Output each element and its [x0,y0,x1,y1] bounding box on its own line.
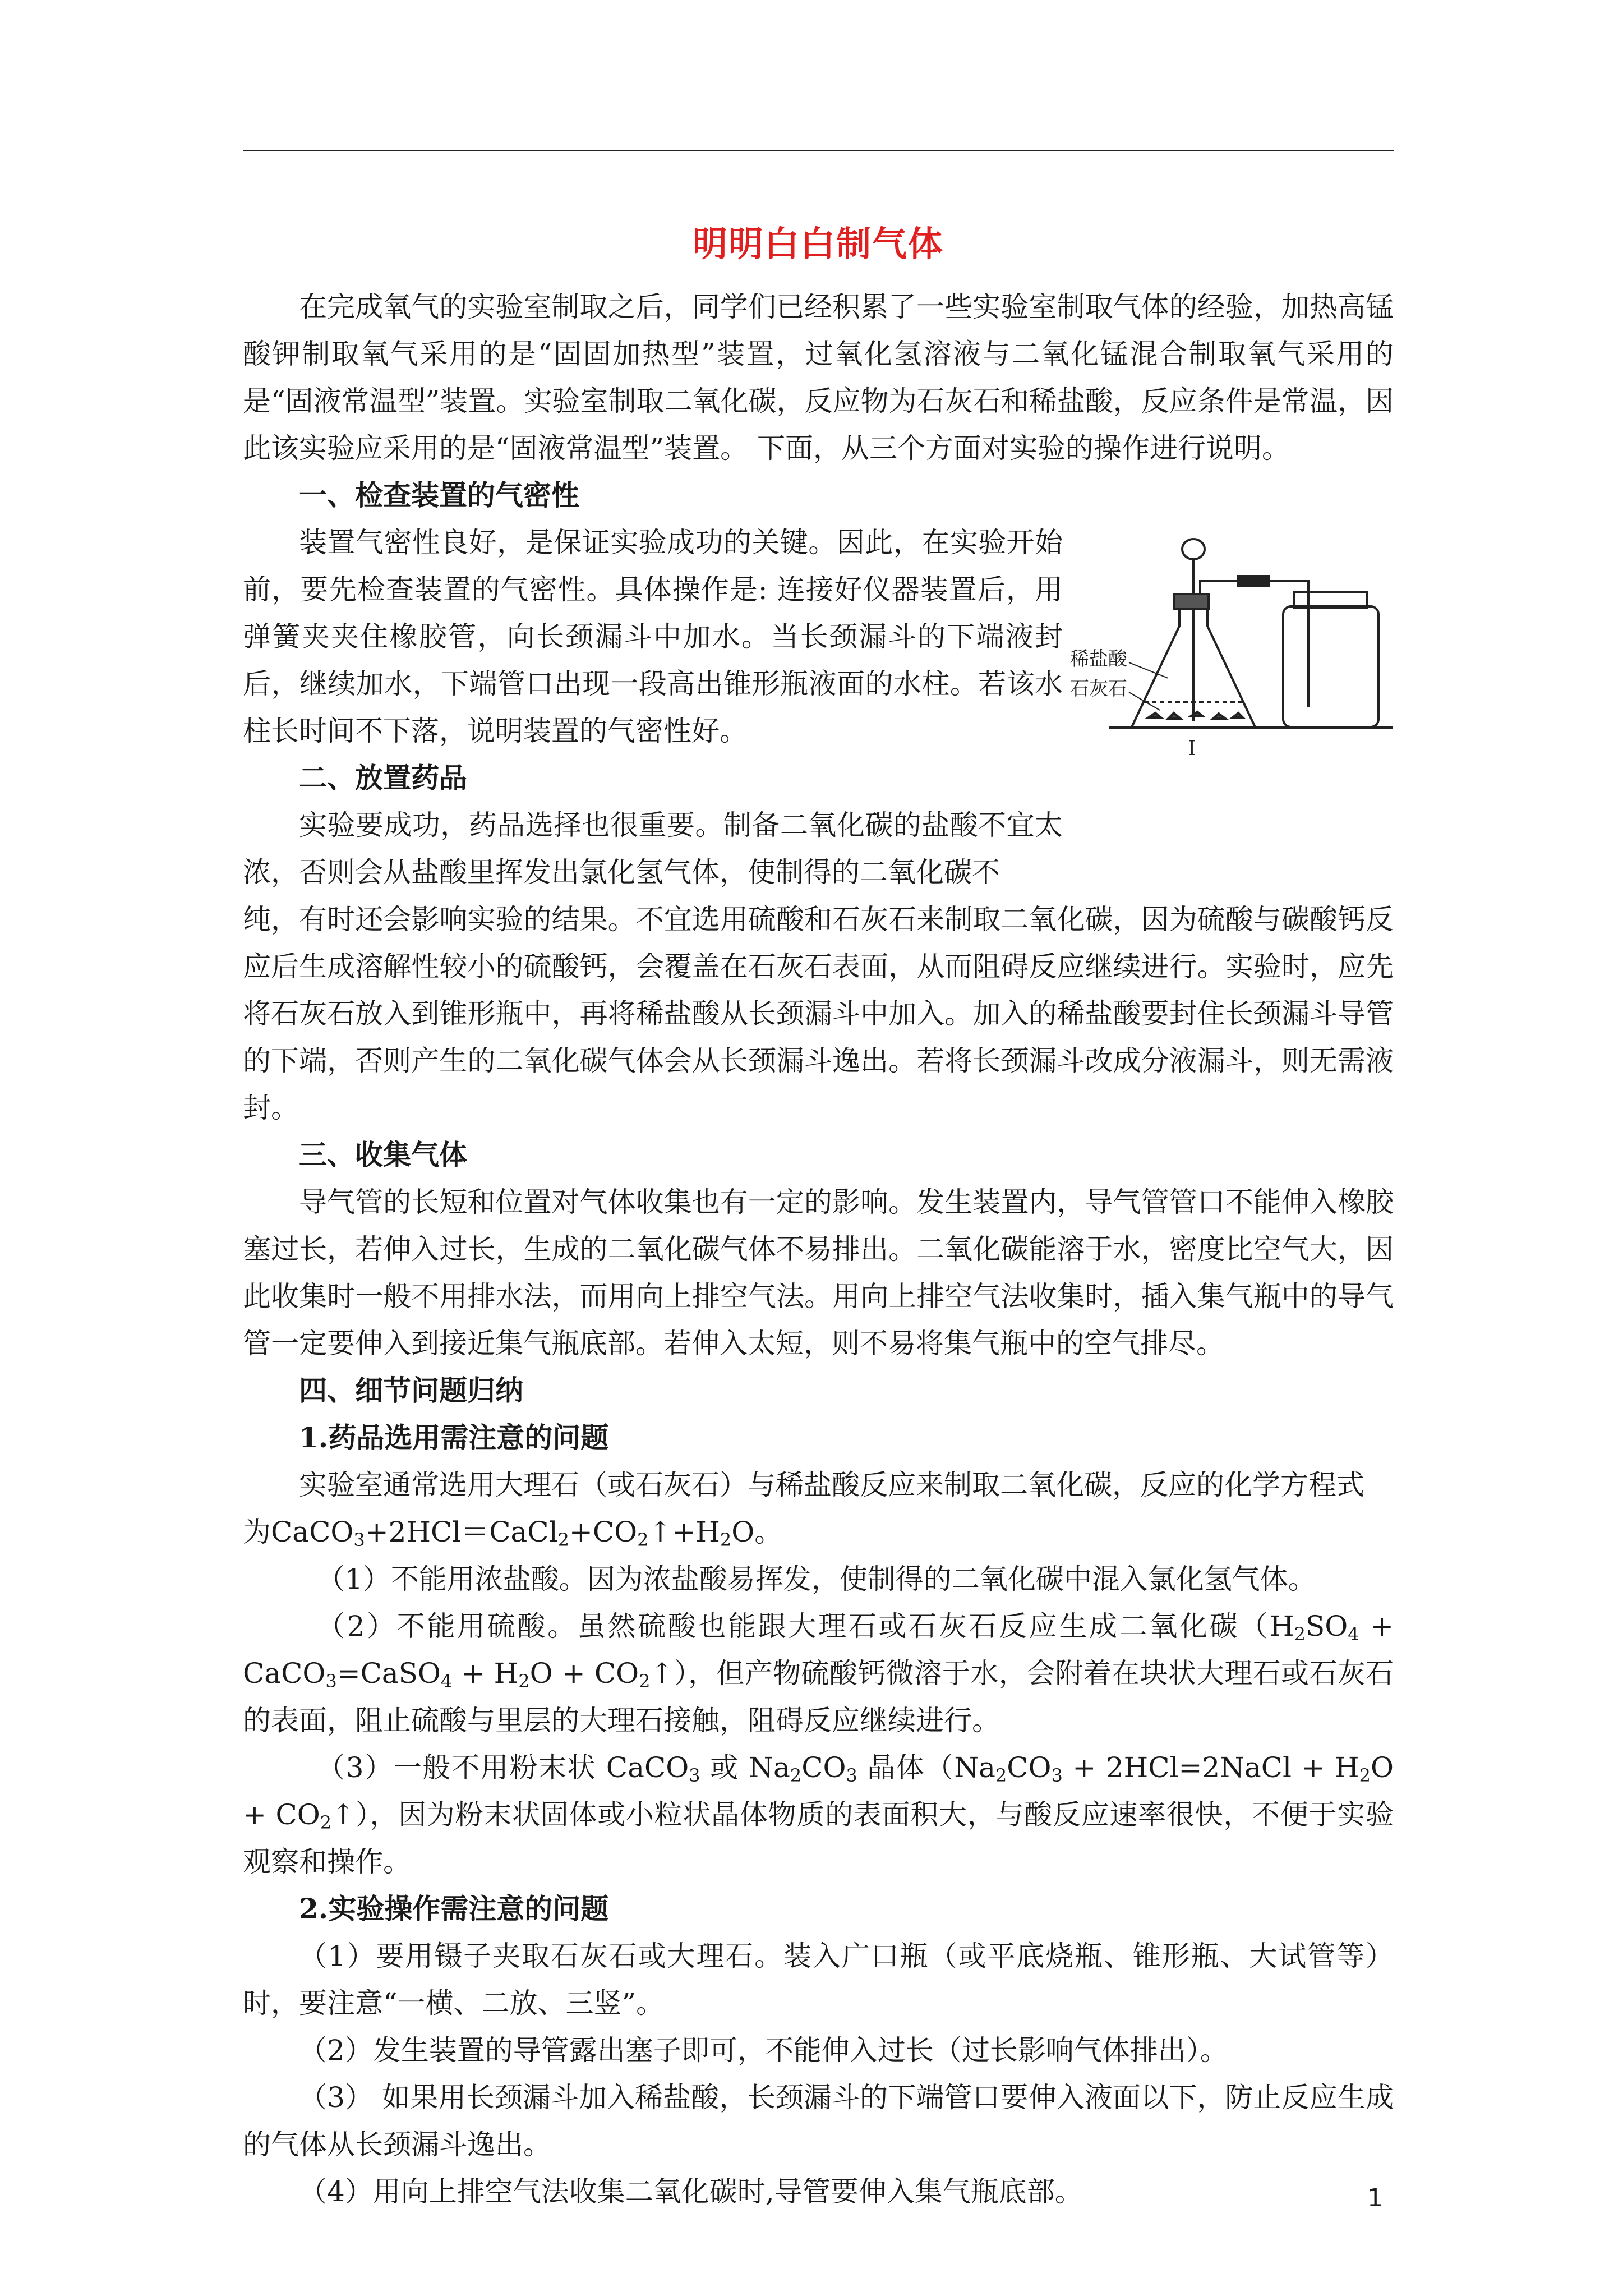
figure-caption: I [1188,737,1196,760]
section-1-heading: 一、检查装置的气密性 [299,478,579,512]
page-title: 明明白白制气体 [692,223,944,264]
reaction-equation: $CaCO_3+2HCl=CaCl_2+CO_2↑+H_2O$。 [271,1516,783,1550]
section-4-heading: 四、细节问题归纳 [299,1374,523,1407]
step-2: （2）发生装置的导管露出塞子即可，不能伸入过长（过长影响气体排出）。 [299,2034,1228,2067]
section-1-block [243,472,1394,896]
section-1-paragraph: 装置气密性良好，是保证实验成功的关键。因此，在实验开始前，要先检查装置的气密性。具体操作是: 连接好仪器装置后，用弹簧夹夹住橡胶管，向长颈漏斗中加水。当长颈漏斗的下端液封后，继续加水，下端管口出现一段高出锥形瓶液面的水柱。若该水柱长时间不下落，说明装置的气密性好。 [243,526,1063,747]
apparatus-figure [1070,528,1395,763]
section-3-heading: 三、收集气体 [299,1138,467,1171]
step-1: （1）要用镊子夹取石灰石或大理石。装入广口瓶（或平底烧瓶、锥形瓶、大试管等）时，要注意“一横、二放、三竖”。 [243,1940,1394,2019]
subsection-2-heading: 2.实验操作需注意的问题 [299,1892,609,1925]
section-2-heading: 二、放置药品 [299,761,467,794]
note-2: （2）不能用硫酸。虽然硫酸也能跟大理石或石灰石反应生成二氧化碳（$H_2SO_4$ + CaCO$_3$=CaSO$_4$ + $H_2O$ + $CO_2↑$），但产物硫酸钙微溶于水，会附着在块状大理石或石灰石的表面，阻止硫酸与里层的大理石接触，阻碍反应继续进行。 [243,1610,1394,1737]
document-body [243,283,1394,2215]
section-3-paragraph: 导气管的长短和位置对气体收集也有一定的影响。发生装置内，导气管管口不能伸入橡胶塞过长，若伸入过长，生成的二氧化碳气体不易排出。二氧化碳能溶于水，密度比空气大，因此收集时一般不用排水法，而用向上排空气法。用向上排空气法收集时，插入集气瓶中的导气管一定要伸入到接近集气瓶底部。若伸入太短，则不易将集气瓶中的空气排尽。 [243,1186,1394,1360]
label-dilute-hcl: 稀盐酸 [1070,648,1127,670]
equation-line: 为$CaCO_3+2HCl=CaCl_2+CO_2↑+H_2O$。 [243,1516,783,1550]
wrapped-column [243,472,1063,896]
step-4: （4）用向上排空气法收集二氧化碳时,导管要伸入集气瓶底部。 [299,2175,1083,2208]
subsection-1-intro: 实验室通常选用大理石（或石灰石）与稀盐酸反应来制取二氧化碳，反应的化学方程式 [299,1469,1364,1501]
section-2-paragraph-b: 纯，有时还会影响实验的结果。不宜选用硫酸和石灰石来制取二氧化碳，因为硫酸与碳酸钙反应后生成溶解性较小的硫酸钙，会覆盖在石灰石表面，从而阻碍反应继续进行。实验时，应先将石灰石放入到锥形瓶中，再将稀盐酸从长颈漏斗中加入。加入的稀盐酸要封住长颈漏斗导管的下端，否则产生的二氧化碳气体会从长颈漏斗逸出。若将长颈漏斗改成分液漏斗，则无需液封。 [243,903,1394,1124]
page-number: 1 [1367,2184,1383,2212]
label-limestone: 石灰石 [1070,678,1127,700]
header-rule [243,150,1394,151]
step-3: （3） 如果用长颈漏斗加入稀盐酸，长颈漏斗的下端管口要伸入液面以下，防止反应生成的气体从长颈漏斗逸出。 [243,2081,1394,2161]
note-3: （3）一般不用粉末状 CaCO$_3$ 或 $Na_2CO_3$ 晶体（$Na_2CO_3$ + 2HCl=2NaCl + $H_2O$ + $CO_2↑$），因为粉末状固体或小粒状晶体物质的表面积大，与酸反应速率很快，不便于实验观察和操作。 [243,1751,1394,1878]
subsection-1-heading: 1.药品选用需注意的问题 [299,1421,609,1454]
co2-apparatus-diagram [1070,528,1395,763]
intro-paragraph: 在完成氧气的实验室制取之后，同学们已经积累了一些实验室制取气体的经验，加热高锰酸钾制取氧气采用的是“固固加热型”装置，过氧化氢溶液与二氧化锰混合制取氧气采用的是“固液常温型”装置。实验室制取二氧化碳，反应物为石灰石和稀盐酸，反应条件是常温，因此该实验应采用的是“固液常温型”装置。 下面，从三个方面对实验的操作进行说明。 [243,291,1394,464]
note-1: （1）不能用浓盐酸。因为浓盐酸易挥发，使制得的二氧化碳中混入氯化氢气体。 [317,1563,1316,1595]
section-2-paragraph-a: 实验要成功，药品选择也很重要。制备二氧化碳的盐酸不宜太浓，否则会从盐酸里挥发出氯化氢气体，使制得的二氧化碳不 [243,809,1063,889]
